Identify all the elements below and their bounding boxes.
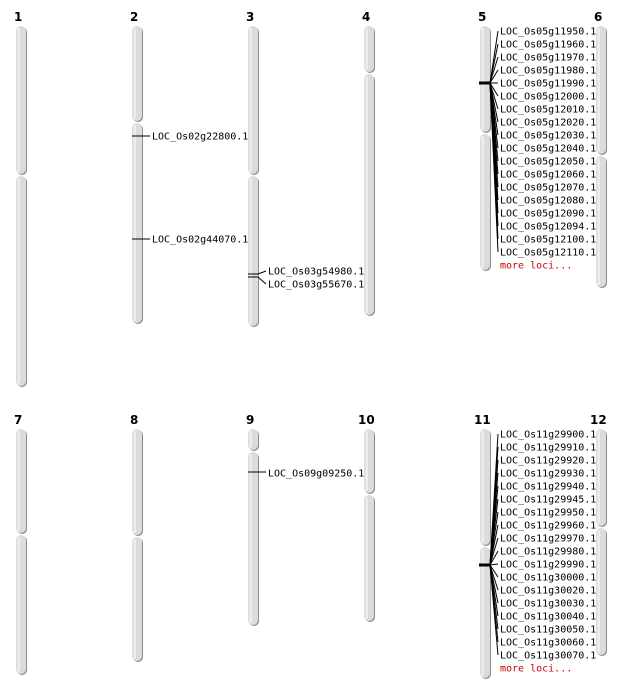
chromosome-arm-p-highlight: [482, 28, 485, 130]
locus-label[interactable]: LOC_Os02g44070.1: [152, 234, 249, 246]
locus-label[interactable]: LOC_Os09g09250.1: [268, 468, 365, 480]
chromosome-arm-q-highlight: [18, 178, 21, 384]
chromosome-1[interactable]: [16, 26, 27, 387]
locus-label[interactable]: LOC_Os03g55670.1: [268, 279, 365, 291]
chromosome-label: 5: [478, 10, 487, 24]
chromosome-arm-p-highlight: [598, 431, 601, 524]
chromosome-12[interactable]: [596, 429, 607, 656]
locus-label[interactable]: LOC_Os11g29920.1: [500, 455, 597, 467]
chromosome-9[interactable]: [248, 429, 259, 626]
locus-label[interactable]: LOC_Os05g11970.1: [500, 52, 597, 64]
chromosome-arm-q-highlight: [250, 454, 253, 623]
chromosome-arm-p-highlight: [18, 28, 21, 172]
chromosome-arm-p-highlight: [598, 28, 601, 152]
locus-label[interactable]: LOC_Os11g29910.1: [500, 442, 597, 454]
chromosome-5[interactable]: [480, 26, 491, 271]
locus-label[interactable]: LOC_Os11g29980.1: [500, 546, 597, 558]
locus-label[interactable]: LOC_Os05g12094.1: [500, 221, 597, 233]
chromosome-arm-p-highlight: [134, 431, 137, 533]
locus-label[interactable]: LOC_Os11g30030.1: [500, 598, 597, 610]
chromosome-label: 2: [130, 10, 139, 24]
chromosome-label: 1: [14, 10, 23, 24]
chromosome-arm-q-highlight: [134, 539, 137, 659]
locus-label[interactable]: LOC_Os11g30040.1: [500, 611, 597, 623]
locus-label[interactable]: LOC_Os05g12110.1: [500, 247, 597, 259]
locus-label[interactable]: LOC_Os11g30020.1: [500, 585, 597, 597]
chromosome-2[interactable]: [132, 26, 143, 324]
chromosome-arm-q-highlight: [366, 76, 369, 313]
chromosome-label: 4: [362, 10, 371, 24]
chromosome-arm-p-highlight: [250, 431, 253, 448]
locus-label[interactable]: LOC_Os05g11950.1: [500, 26, 597, 38]
chromosome-arm-q-highlight: [482, 136, 485, 268]
more-loci-link[interactable]: more loci...: [500, 663, 573, 675]
locus-label[interactable]: LOC_Os05g12070.1: [500, 182, 597, 194]
chromosome-arm-q-highlight: [598, 158, 601, 285]
locus-label[interactable]: LOC_Os05g12020.1: [500, 117, 597, 129]
chromosome-6[interactable]: [596, 26, 607, 288]
locus-label[interactable]: LOC_Os11g29940.1: [500, 481, 597, 493]
chromosome-arm-p-highlight: [250, 28, 253, 172]
locus-label[interactable]: LOC_Os05g12100.1: [500, 234, 597, 246]
labels-layer: [14, 10, 607, 675]
locus-label[interactable]: LOC_Os02g22800.1: [152, 131, 249, 143]
chromosome-label: 9: [246, 413, 255, 427]
locus-label[interactable]: LOC_Os11g30000.1: [500, 572, 597, 584]
locus-connector: [258, 277, 266, 284]
chromosome-arm-p-highlight: [366, 28, 369, 70]
locus-label[interactable]: LOC_Os03g54980.1: [268, 266, 365, 278]
locus-label[interactable]: LOC_Os05g12050.1: [500, 156, 597, 168]
chromosome-4[interactable]: [364, 26, 375, 316]
chromosome-3[interactable]: [248, 26, 259, 327]
locus-label[interactable]: LOC_Os11g30060.1: [500, 637, 597, 649]
locus-label[interactable]: LOC_Os05g11990.1: [500, 78, 597, 90]
chromosome-label: 3: [246, 10, 255, 24]
chromosome-arm-q-highlight: [250, 178, 253, 324]
chromosome-label: 8: [130, 413, 139, 427]
locus-label[interactable]: LOC_Os11g29900.1: [500, 429, 597, 441]
chromosome-label: 6: [594, 10, 603, 24]
chromosome-arm-q-highlight: [134, 125, 137, 321]
locus-connector: [490, 564, 498, 565]
locus-label[interactable]: LOC_Os05g11960.1: [500, 39, 597, 51]
locus-label[interactable]: LOC_Os05g12080.1: [500, 195, 597, 207]
locus-label[interactable]: LOC_Os05g12090.1: [500, 208, 597, 220]
chromosome-11[interactable]: [480, 429, 491, 679]
chromosome-arm-p-highlight: [366, 431, 369, 491]
locus-label[interactable]: LOC_Os11g29990.1: [500, 559, 597, 571]
locus-connector: [490, 57, 498, 83]
locus-label[interactable]: LOC_Os05g12000.1: [500, 91, 597, 103]
chromosome-8[interactable]: [132, 429, 143, 662]
locus-label[interactable]: LOC_Os11g29960.1: [500, 520, 597, 532]
chromosome-7[interactable]: [16, 429, 27, 675]
locus-label[interactable]: LOC_Os11g29950.1: [500, 507, 597, 519]
chromosome-10[interactable]: [364, 429, 375, 622]
locus-label[interactable]: LOC_Os05g11980.1: [500, 65, 597, 77]
chromosome-arm-p-highlight: [134, 28, 137, 119]
connectors-layer: [132, 31, 498, 655]
locus-connector: [258, 271, 266, 274]
locus-label[interactable]: LOC_Os11g29930.1: [500, 468, 597, 480]
chromosome-arm-p-highlight: [482, 431, 485, 543]
chromosome-label: 7: [14, 413, 23, 427]
chromosome-label: 12: [590, 413, 607, 427]
chromosome-label: 11: [474, 413, 491, 427]
locus-label[interactable]: LOC_Os05g12040.1: [500, 143, 597, 155]
locus-label[interactable]: LOC_Os05g12010.1: [500, 104, 597, 116]
more-loci-link[interactable]: more loci...: [500, 260, 573, 272]
chromosome-arm-q-highlight: [18, 537, 21, 672]
chromosome-arm-q-highlight: [482, 549, 485, 676]
chromosome-arm-p-highlight: [18, 431, 21, 531]
locus-label[interactable]: LOC_Os05g12060.1: [500, 169, 597, 181]
locus-label[interactable]: LOC_Os05g12030.1: [500, 130, 597, 142]
chromosome-arm-q-highlight: [366, 497, 369, 619]
locus-label[interactable]: LOC_Os11g29970.1: [500, 533, 597, 545]
locus-label[interactable]: LOC_Os11g30070.1: [500, 650, 597, 662]
locus-label[interactable]: LOC_Os11g30050.1: [500, 624, 597, 636]
locus-label[interactable]: LOC_Os11g29945.1: [500, 494, 597, 506]
chromosome-arm-q-highlight: [598, 530, 601, 653]
chromosome-label: 10: [358, 413, 375, 427]
